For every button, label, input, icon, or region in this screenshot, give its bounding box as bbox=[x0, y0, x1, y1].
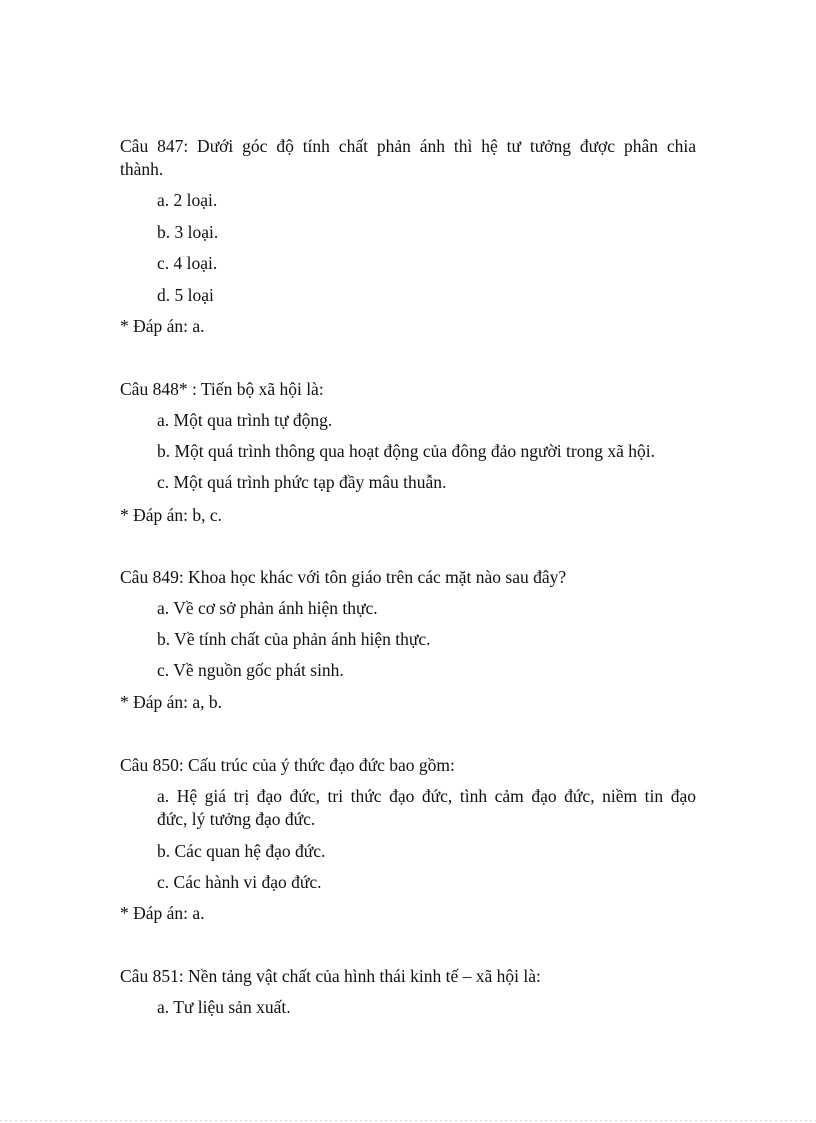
question-849-option-b: b. Về tính chất của phản ánh hiện thực. bbox=[157, 629, 431, 649]
question-848-answer: * Đáp án: b, c. bbox=[120, 505, 223, 525]
question-851-stem: Câu 851: Nền tảng vật chất của hình thái kinh tế – xã hội là: bbox=[120, 966, 541, 986]
question-850-option-a: a. Hệ giá trị đạo đức, tri thức đạo đức, tình cảm đạo đức, niềm tin đạo bbox=[157, 786, 696, 806]
question-849-answer: * Đáp án: a, b. bbox=[120, 692, 223, 712]
question-850-stem: Câu 850: Cấu trúc của ý thức đạo đức bao gồm: bbox=[120, 755, 455, 775]
question-848-stem: Câu 848* : Tiến bộ xã hội là: bbox=[120, 379, 324, 399]
question-847-stem-continued: thành. bbox=[120, 159, 164, 179]
question-850-option-c: c. Các hành vi đạo đức. bbox=[157, 872, 322, 892]
page-bottom-edge bbox=[0, 1120, 816, 1121]
question-850-option-b: b. Các quan hệ đạo đức. bbox=[157, 841, 326, 861]
question-847-stem: Câu 847: Dưới góc độ tính chất phản ánh thì hệ tư tưởng được phân chia bbox=[120, 136, 696, 156]
question-847-option-c: c. 4 loại. bbox=[157, 253, 218, 273]
question-847-option-a: a. 2 loại. bbox=[157, 190, 218, 210]
question-849-option-c: c. Về nguồn gốc phát sinh. bbox=[157, 660, 344, 680]
question-848-option-a: a. Một qua trình tự động. bbox=[157, 410, 333, 430]
question-850-answer: * Đáp án: a. bbox=[120, 903, 205, 923]
question-851-option-a: a. Tư liệu sản xuất. bbox=[157, 997, 291, 1017]
question-848-option-c: c. Một quá trình phức tạp đầy mâu thuẫn. bbox=[157, 472, 447, 492]
question-847-option-b: b. 3 loại. bbox=[157, 222, 219, 242]
question-849-stem: Câu 849: Khoa học khác với tôn giáo trên các mặt nào sau đây? bbox=[120, 567, 567, 587]
question-848-option-b: b. Một quá trình thông qua hoạt động của đông đảo người trong xã hội. bbox=[157, 441, 655, 461]
question-847-option-d: d. 5 loại bbox=[157, 285, 214, 305]
question-849-option-a: a. Về cơ sở phản ánh hiện thực. bbox=[157, 598, 378, 618]
question-847-answer: * Đáp án: a. bbox=[120, 316, 205, 336]
question-850-option-a-continued: đức, lý tưởng đạo đức. bbox=[157, 809, 316, 829]
